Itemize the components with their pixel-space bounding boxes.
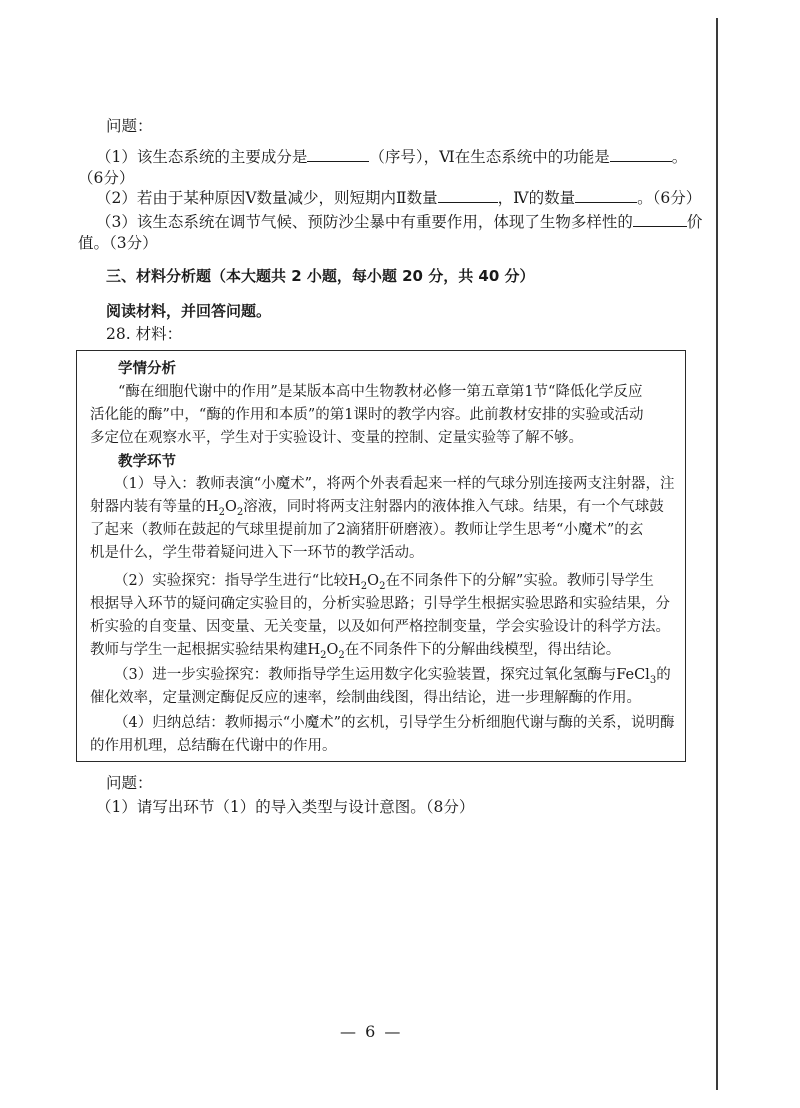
answer-blank[interactable] <box>307 145 369 162</box>
q27-sub2 <box>96 186 701 208</box>
material-s4-line2: 的作用机理，总结酶在代谢中的作用。 <box>90 738 337 754</box>
q28-sub1: （1）请写出环节（1）的导入类型与设计意图。（8分） <box>96 798 475 816</box>
q27-sub3 <box>96 210 702 232</box>
material-s1-line1: （1）导入：教师表演“小魔术”，将两个外表看起来一样的气球分别连接两支注射器，注 <box>114 476 675 492</box>
material-head-analysis: 学情分析 <box>118 361 176 377</box>
material-p1-line2: 活化能的酶”中，“酶的作用和本质”的第1课时的教学内容。此前教材安排的实验或活动 <box>90 407 644 423</box>
material-s3-line2: 催化效率，定量测定酶促反应的速率，绘制曲线图，得出结论，进一步理解酶的作用。 <box>90 690 641 706</box>
q28-label: 28. 材料： <box>106 325 183 343</box>
material-head-steps: 教学环节 <box>118 454 176 470</box>
answer-blank[interactable] <box>438 186 498 203</box>
page-edge-line <box>716 18 718 1090</box>
q27-sub1-text-a: （1）该生态系统的主要成分是 <box>96 148 308 166</box>
material-s4-line1: （4）归纳总结：教师揭示“小魔术”的玄机，引导学生分析细胞代谢与酶的关系，说明酶 <box>114 715 675 731</box>
material-s3-line1: （3）进一步实验探究：教师指导学生运用数字化实验装置，探究过氧化氢酶与FeCl$_3$的 <box>114 667 671 686</box>
material-s1-line4: 机是什么，学生带着疑问进入下一环节的教学活动。 <box>90 545 424 561</box>
q27-sub3-score: 值。（3分） <box>78 234 158 252</box>
section-title: 三、材料分析题（本大题共 2 小题，每小题 20 分，共 40 分） <box>106 267 535 285</box>
section-instruction: 阅读材料，并回答问题。 <box>106 302 272 320</box>
q28-heading: 问题： <box>106 774 153 792</box>
answer-blank[interactable] <box>575 186 637 203</box>
answer-blank[interactable] <box>610 145 672 162</box>
material-s2-line4: 教师与学生一起根据实验结果构建$H_2O_2$在不同条件下的分解曲线模型，得出结论。 <box>90 642 621 661</box>
material-s1-line3: 了起来（教师在鼓起的气球里提前加了2滴猪肝研磨液）。教师让学生思考“小魔术”的玄 <box>90 522 644 538</box>
page-number: — 6 — <box>340 1022 403 1041</box>
q27-sub2-text-a: （2）若由于某种原因Ⅴ数量减少，则短期内Ⅱ数量 <box>96 189 438 207</box>
q27-sub3-text-b: 价 <box>686 213 703 231</box>
q27-sub1 <box>96 145 687 167</box>
q27-sub2-text-b: ，Ⅳ的数量 <box>497 189 576 207</box>
material-s2-line1: （2）实验探究：指导学生进行“比较$H_2O_2$在不同条件下的分解”实验。教师引导学生 <box>114 573 654 592</box>
material-s1-line2: 射器内装有等量的$H_2O_2$溶液，同时将两支注射器内的液体推入气球。结果，有一个气球鼓 <box>90 499 664 518</box>
q27-sub3-text-a: （3）该生态系统在调节气候、预防沙尘暴中有重要作用，体现了生物多样性的 <box>96 213 633 231</box>
material-p1-line3: 多定位在观察水平，学生对于实验设计、变量的控制、定量实验等了解不够。 <box>90 430 583 446</box>
q27-sub2-text-c: 。（6分） <box>637 189 702 207</box>
q27-sub1-text-b: （序号），Ⅵ在生态系统中的功能是 <box>369 148 610 166</box>
q27-heading: 问题： <box>106 117 153 135</box>
material-s2-line3: 析实验的自变量、因变量、无关变量，以及如何严格控制变量，学会实验设计的科学方法。 <box>90 619 670 635</box>
q27-sub1-text-c: 。 <box>671 148 688 166</box>
q27-sub1-score: （6分） <box>78 169 135 187</box>
answer-blank[interactable] <box>633 210 687 227</box>
material-p1-line1: “酶在细胞代谢中的作用”是某版本高中生物教材必修一第五章第1节“降低化学反应 <box>118 384 643 400</box>
material-s2-line2: 根据导入环节的疑问确定实验目的，分析实验思路；引导学生根据实验思路和实验结果，分 <box>90 596 670 612</box>
